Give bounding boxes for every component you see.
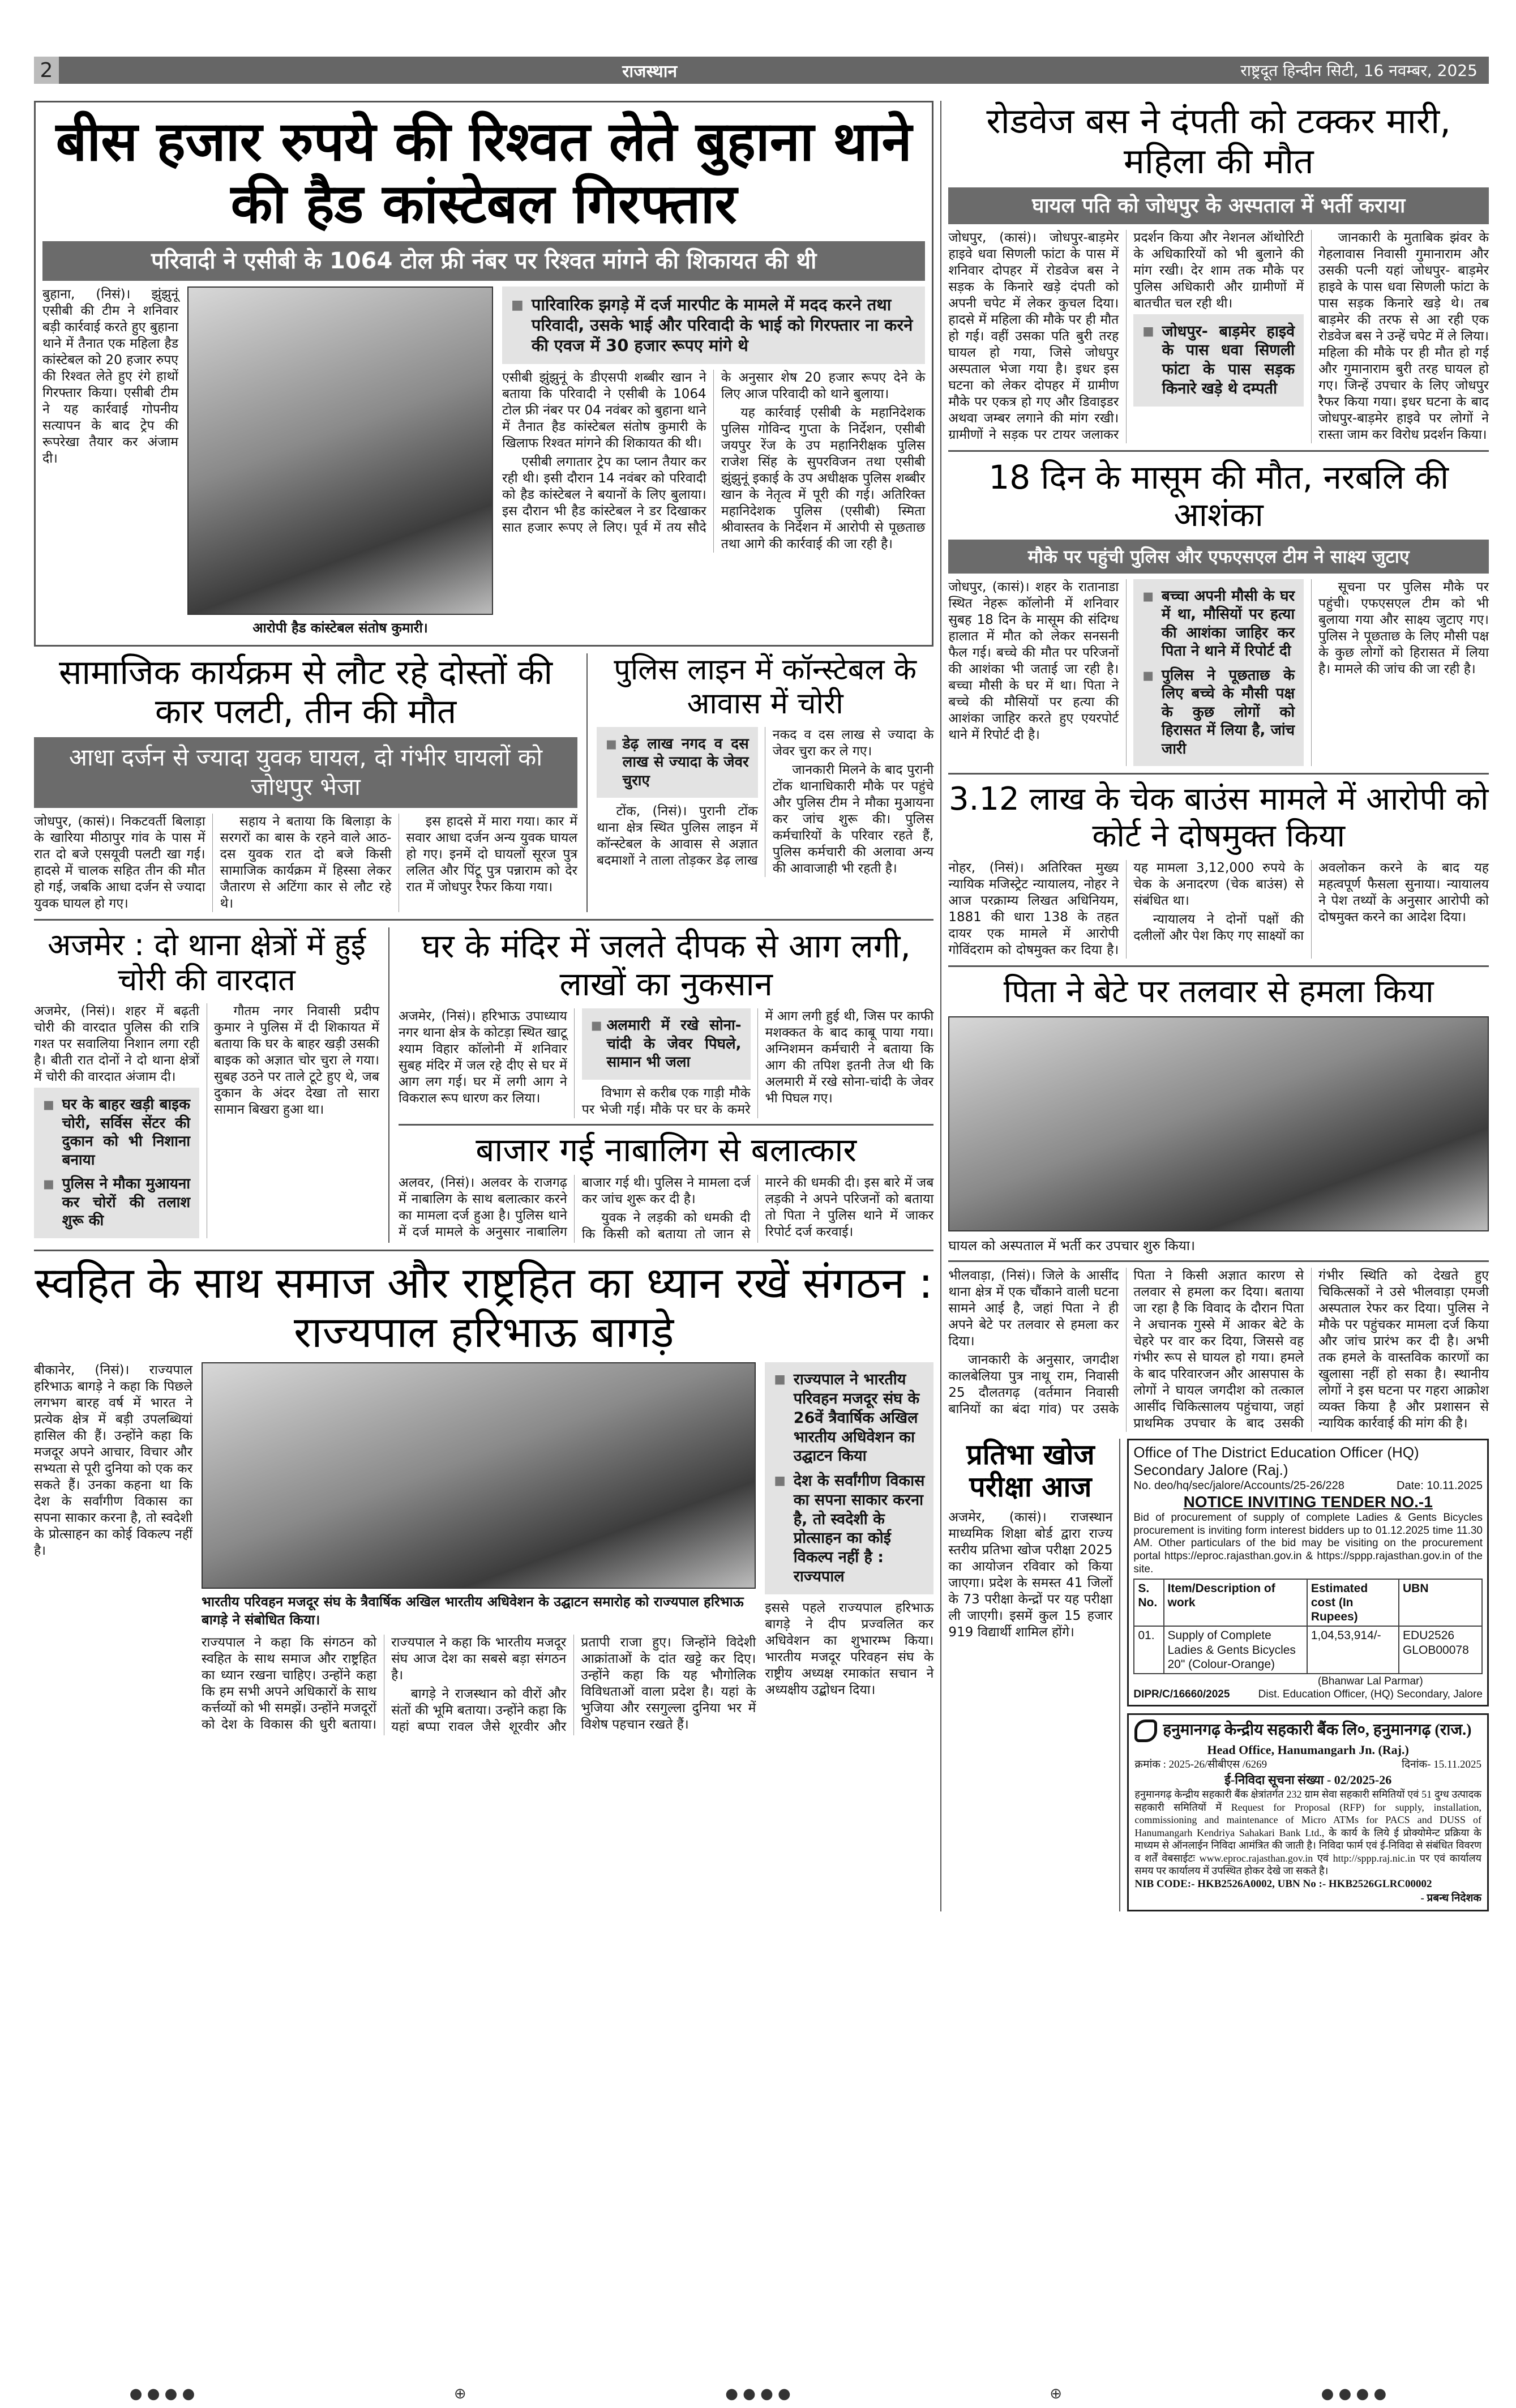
divider: [948, 965, 1489, 967]
bank-codes: NIB CODE:- HKB2526A0002, UBN No :- HKB2526GLRC00002: [1134, 1877, 1432, 1890]
pratibha-headline: प्रतिभा खोज परीक्षा आज: [966, 1438, 1095, 1504]
rajyapal-photo-caption: भारतीय परिवहन मजदूर संघ के त्रैवार्षिक अखिल भारतीय अधिवेशन के उद्घाटन समारोह को राज्यपाल हरिभाऊ बागड़े ने संबोधित किया।: [202, 1594, 744, 1628]
narbali-highlight: ■ बच्चा अपनी मौसी के घर में था, मौसियों पर हत्या की आशंका जाहिर कर पिता ने थाने में रिपोर्ट दी ■ पुलिस ने पूछताछ के लिए बच्चे के मौसी पक्ष के कुछ लोगों को हिरासत में लिया है, जांच जारी: [1133, 579, 1304, 767]
tender-dipr: DIPR/C/16660/2025: [1133, 1688, 1230, 1700]
top-story: [34, 101, 933, 647]
top-story-subhead: परिवादी ने एसीबी के 1064 टोल फ्री नंबर पर रिश्वत मांगने की शिकायत की थी: [42, 241, 925, 281]
divider: [34, 919, 933, 921]
tender-title: NOTICE INVITING TENDER NO.-1: [1183, 1493, 1433, 1511]
roadways-highlight: ■ जोधपुर- बाड़मेर हाइवे के पास धवा सिणली फांटा के पास सड़क किनारे खड़े थे दम्पती: [1133, 314, 1304, 407]
bank-date: दिनांक- 15.11.2025: [1402, 1759, 1481, 1771]
bullet-square-icon: ■: [1142, 668, 1154, 682]
police-line-body: ■ डेढ़ लाख नगद व दस लाख से ज्यादा के जेवर चुराए टोंक, (निसं)। पुरानी टोंक थाना क्षेत्र स्थित पुलिस लाइन में कॉन्स्टेबल के आवास से अज्ञात बदमाशों ने ताला तोड़कर डेढ़ लाख नकद व दस लाख से ज्यादा के जेवर चुरा कर ले गए। जानकारी मिलने के बाद पुरानी टोंक थानाधिकारी मौके पर पहुंचे और पुलिस टीम ने मौका मुआयना कर जांच शुरू की। पुलिस कर्मचारियों के परिवार रहते हैं, पुलिस कर्मचारी की अलावा अन्य की आवाजाही भी रहती है।: [597, 727, 934, 876]
bank-name: हनुमानगढ़ केन्द्रीय सहकारी बैंक लि०, हनुमानगढ़ (राज.): [1163, 1721, 1472, 1739]
bullet-square-icon: ■: [1142, 589, 1154, 603]
top-story-right: [502, 286, 925, 553]
rajyapal-headline: स्वहित के साथ समाज और राष्ट्रहित का ध्यान रखें संगठन : राज्यपाल हरिभाऊ बागड़े: [35, 1257, 933, 1357]
roadways-subhead: घायल पति को जोधपुर के अस्पताल में भर्ती कराया: [948, 187, 1489, 224]
rajyapal-body-col3: इससे पहले राज्यपाल हरिभाऊ बागड़े ने दीप प्रज्वलित कर अधिवेशन का शुभारम्भ किया। भारतीय मजदूर परिवहन संघ के राष्ट्रीय अध्यक्ष रमाकांत सचान ने अध्यक्षीय उद्बोधन दिया।: [765, 1600, 934, 1697]
car-body: जोधपुर, (कासं)। निकटवर्ती बिलाड़ा के खारिया मीठापुर गांव के पास में रात दो बजे एसयूवी पलटी खा गई। हादसे में चालक सहित तीन की मौत हो गई, जबकि आधा दर्जन से ज्यादा युवक घायल हो गए। सहाय ने बताया कि बिलाड़ा के सरगरों का बास के रहने वाले आठ-दस युवक रात दो बजे किसी सामाजिक कार्यक्रम में हिस्सा लेकर जैतारण से अटिंगा कार से लौट रहे थे। इस हादसे में मारा गया। कार में सवार आधा दर्जन अन्य युवक घायल हो गए। इनमें दो घायलों सूरज पुत्र ललित और पिंटू पुत्र पन्नाराम को देर रात में जोधपुर रैफर किया गया।: [34, 814, 577, 911]
cheque-headline: 3.12 लाख के चेक बाउंस मामले में आरोपी को कोर्ट ने दोषमुक्त किया: [949, 781, 1489, 854]
narbali-body: जोधपुर, (कासं)। शहर के रातानाडा स्थित नेहरू कॉलोनी में शनिवार सुबह 18 दिन के मासूम की संदिग्ध हालात में मौत को लेकर सनसनी फैल गई। बच्चे की मौत पर परिजनों की आशंका भी जताई जा रही है। बच्चा मौसी के घर में था। पिता ने बच्चे की मौसियों पर हत्या की आशंका जाहिर करते हुए एयरपोर्ट थाने में रिपोर्ट दी है। ■ बच्चा अपनी मौसी के घर में था, मौसियों पर हत्या की आशंका जाहिर कर पिता ने थाने में रिपोर्ट दी ■ पुलिस ने पूछताछ के लिए बच्चे के मौसी पक्ष के कुछ लोगों को हिरासत में लिया है, जांच जारी सूचना पर पुलिस मौके पर पहुंची। एफएसएल टीम को भी बुलाया गया और साक्ष्य जुटाए गए। पुलिस ने पूछताछ के लिए मौसी पक्ष के कुछ लोगों को हिरासत में लिया है। मामले की जांच की जा रही है।: [948, 579, 1489, 767]
accused-photo: [187, 286, 493, 615]
pita-story: [948, 974, 1489, 1432]
bullet-square-icon: ■: [43, 1177, 54, 1191]
tender-signatory: (Bhanwar Lal Parmar): [1317, 1675, 1423, 1687]
tender-office: Office of The District Education Officer (HQ) Secondary Jalore (Raj.): [1133, 1443, 1419, 1479]
rajyapal-right: [765, 1362, 933, 1700]
ads-column: [1127, 1439, 1489, 1911]
page-number: 2: [34, 57, 59, 84]
bullet-square-icon: ■: [1142, 324, 1154, 339]
divider: [940, 101, 941, 1911]
divider: [399, 1124, 933, 1126]
rajyapal-body-col1: बीकानेर, (निसं)। राज्यपाल हरिभाऊ बागड़े ने कहा कि पिछले लगभग बारह वर्ष में भारत ने प्रत्येक क्षेत्र में बड़ी उपलब्धियां हासिल की हैं। उन्होंने कहा कि मजदूर अपने आचार, विचार और सभ्यता से पूरी दुनिया को एक कर सकते हैं। उनका कहना था कि देश के सर्वांगीण विकास का सपना साकार करना है, तो स्वदेशी के प्रोत्साहन का कोई विकल्प नहीं है।: [34, 1363, 192, 1559]
ajmer-story: [34, 927, 379, 1238]
divider: [34, 1250, 933, 1251]
governor-event-photo: [202, 1362, 756, 1589]
nabalik-headline: बाजार गई नाबालिग से बलात्कार: [476, 1130, 857, 1169]
nabalik-body: अलवर, (निसं)। अलवर के राजगढ़ में नाबालिग के साथ बलात्कार करने का मामला दर्ज हुआ है। पुलिस थाने में दर्ज मामले के अनुसार नाबालिग बाजार गई थी। पुलिस ने मामला दर्ज कर जांच शुरू कर दी है। युवक ने लड़की को धमकी दी कि किसी को बताया तो जान से मारने की धमकी दी। इस बारे में जब लड़की ने अपने परिजनों को बताया तो पिता ने पुलिस थाने में जाकर रिपोर्ट दर्ज करवाई।: [399, 1175, 934, 1242]
injured-hospital-photo: [948, 1016, 1489, 1231]
top-story-headline: बीस हजार रुपये की रिश्वत लेते बुहाना थाने की हैड कांस्टेबल गिरफ्तार: [55, 110, 912, 236]
divider: [948, 450, 1489, 452]
bullet-square-icon: ■: [511, 297, 524, 313]
top-story-body-col1: बुहाना, (निसं)। झुंझुनूं एसीबी की टीम ने शनिवार बड़ी कार्रवाई करते हुए बुहाना थाने में तैनात एक महिला हैड कांस्टेबल को 20 हजार रुपए की रिश्वत लेते हुए रंगे हाथों गिरफ्तार किया। एसीबी टीम ने यह कार्रवाई गोपनीय सत्यापन के बाद ट्रेप की रूपरेखा तैयार कर अंजाम दी।: [42, 286, 178, 466]
bullet-square-icon: ■: [606, 737, 617, 751]
ajmer-headline: अजमेर : दो थाना क्षेत्रों में हुई चोरी की वारदात: [48, 926, 366, 998]
cheque-story: [948, 781, 1489, 959]
divider: [948, 773, 1489, 775]
divider: [948, 1260, 1489, 1262]
police-line-headline: पुलिस लाइन में कॉन्स्टेबल के आवास में चोरी: [614, 652, 917, 721]
car-story: [34, 653, 577, 912]
rajyapal-story: [34, 1258, 933, 1735]
bank-signatory: - प्रबन्ध निदेशक: [1420, 1892, 1481, 1904]
bank-logo-icon: [1134, 1720, 1157, 1742]
cheque-body: नोहर, (निसं)। अतिरिक्त मुख्य न्यायिक मजिस्ट्रेट न्यायालय, नोहर ने आज परक्राम्य लिखत अधिनियम, 1881 की धारा 138 के तहत दायर एक मामले में आरोपी गोविंदराम को दोषमुक्त कर दिया है। यह मामला 3,12,000 रुपये के चेक के अनादरण (चेक बाउंस) से संबंधित था। न्यायालय ने दोनों पक्षों की दलीलों और पेश किए गए साक्ष्यों का अवलोकन करने के बाद यह महत्वपूर्ण फैसला सुनाया। न्यायालय ने पेश तथ्यों के अनुसार आरोपी को दोषमुक्त करने का आदेश दिया।: [948, 861, 1489, 958]
narbali-subhead: मौके पर पहुंची पुलिस और एफएसएल टीम ने साक्ष्य जुटाए: [948, 540, 1489, 574]
rajyapal-center: [202, 1362, 756, 1735]
top-story-photo-block: [187, 286, 493, 637]
car-subhead: आधा दर्जन से ज्यादा युवक घायल, दो गंभीर घायलों को जोधपुर भेजा: [34, 737, 577, 808]
color-dots-icon: ● ● ● ●: [1321, 2385, 1387, 2402]
registration-mark-icon: ⊕: [1050, 2385, 1063, 2402]
section-title: राजस्थान: [622, 61, 678, 82]
police-line-highlight: ■ डेढ़ लाख नगद व दस लाख से ज्यादा के जेवर चुराए: [597, 727, 758, 798]
divider: [388, 927, 389, 1243]
bank-tender-ad: [1127, 1713, 1489, 1912]
roadways-headline: रोडवेज बस ने दंपती को टक्कर मारी, महिला की मौत: [986, 100, 1451, 182]
pratibha-ads-row: [948, 1439, 1489, 1911]
print-registration-footer: [0, 2384, 1516, 2404]
divider: [1119, 1439, 1120, 1911]
color-dots-icon: ● ● ● ●: [129, 2385, 195, 2402]
rajyapal-highlight: ■ राज्यपाल ने भारतीय परिवहन मजदूर संघ के 26वें त्रैवार्षिक अखिल भारतीय अधिवेशन का उद्घाटन किया ■ देश के सर्वांगीण विकास का सपना साकार करना है, तो स्वदेशी के प्रोत्साहन का कोई विकल्प नहीं है : राज्यपाल: [765, 1362, 933, 1594]
divider: [586, 653, 588, 912]
edition-date: राष्ट्रदूत हिन्दीन सिटी, 16 नवम्बर, 2025: [1240, 61, 1478, 80]
right-region: [948, 101, 1489, 1911]
pita-headline: पिता ने बेटे पर तलवार से हमला किया: [1003, 973, 1434, 1011]
color-dots-icon: ● ● ● ●: [725, 2385, 791, 2402]
top-story-highlight: ■ पारिवारिक झगड़े में दर्ज मारपीट के मामले में मदद करने तथा परिवादी, उसके भाई और परिवादी के भाई को गिरफ्तार ना करने की एवज में 30 हजार रूपए मांगे थे: [502, 286, 925, 364]
rajyapal-body-col2: राज्यपाल ने कहा कि संगठन को स्वहित के साथ समाज और राष्ट्रहित का ध्यान रखना चाहिए। उन्होंने कहा कि हम सभी अपने अधिकारों के साथ कर्त्तव्यों को भी समझें। उन्होंने मजदूरों को देश के विकास की धुरी बताया। राज्यपाल ने कहा कि भारतीय मजदूर संघ आज देश का सबसे बड़ा संगठन है। बागड़े ने राजस्थान को वीरों और संतों की भूमि बताया। उन्होंने कहा कि यहां बप्पा रावल जैसे शूरवीर और प्रतापी राजा हुए। जिन्होंने विदेशी आक्रांताओं के दांत खट्टे कर दिए। उन्होंने कहा कि यह भौगोलिक विविधताओं वाला प्रदेश है। यहां के भुजिया और रसगुल्ला दुनिया भर में विशेष पहचान रखते हैं।: [202, 1635, 756, 1734]
tender-designation: Dist. Education Officer, (HQ) Secondary, Jalore: [1258, 1688, 1483, 1700]
bank-head-office: Head Office, Hanumangarh Jn. (Raj.): [1207, 1742, 1409, 1757]
bullet-square-icon: ■: [43, 1098, 54, 1112]
narbali-story: [948, 459, 1489, 767]
tender-table: S. No. Item/Description of work Estimated cost (In Rupees) UBN 01. Supply of Complete Ladies & Gents Bicycles 20" (Colour-Orange) 1,04,53,914/- EDU2526 GLOB00078: [1133, 1579, 1483, 1674]
narbali-headline: 18 दिन के मासूम की मौत, नरबलि की आशंका: [988, 457, 1449, 534]
top-story-body-col2: एसीबी झुंझुनूं के डीएसपी शब्बीर खान ने बताया कि परिवादी ने एसीबी के 1064 टोल फ्री नंबर पर 04 नवंबर को बुहाना थाने में तैनात हैड कांस्टेबल संतोष कुमारी के खिलाफ रिश्वत मांगने की शिकायत की थी। एसीबी लगातार ट्रेप का प्लान तैयार कर रही थी। इसी दौरान 14 नवंबर को परिवादी को हैड कांस्टेबल ने बयानों के लिए बुलाया। इस दौरान भी हैड कांस्टेबल ने डर दिखाकर सात हजार रूपए ले लिए। पूर्व में तय सौदे के अनुसार शेष 20 हजार रूपए देने के लिए आज परिवादी को थाने बुलाया। यह कार्रवाई एसीबी के महानिदेशक पुलिस गोविन्द गुप्ता के निर्देशन, एसीबी जयपुर रेंज के उप महानिरीक्षक पुलिस राजेश सिंह के सुपरविजन तथा एसीबी झुंझुनूं इकाई के उप अधीक्षक पुलिस शब्बीर खान के नेतृत्व में पूरी की गई। अतिरिक्त महानिदेशक पुलिस (एसीबी) स्मिता श्रीवास्तव के निर्देशन में आरोपी से पूछताछ तथा आगे की कार्रवाई की जा रही है।: [502, 370, 926, 551]
ajmer-highlight: ■ घर के बाहर खड़ी बाइक चोरी, सर्विस सेंटर की दुकान को भी निशाना बनाया ■ पुलिस ने मौका मुआयना कर चोरों की तलाश शुरू की: [34, 1088, 199, 1238]
page-header-bar: [34, 57, 1489, 84]
roadways-body: जोधपुर, (कासं)। जोधपुर-बाड़मेर हाइवे धवा सिणली फांटा के पास में शनिवार दोपहर में रोडवेज बस ने सड़क के किनारे खड़े दंपती को अपनी चपेट में लेकर कुचल दिया। हादसे में महिला की मौके पर ही मौत हो गई। वहीं उसका पति बुरी तरह घायल हो गया, जिसे जोधपुर अस्पताल भेजा गया है। इधर इस घटना को लेकर दोपहर में ग्रामीण मौके पर एकत्र हो गए और डिवाइडर अथवा जम्बर लगाने की मांग रखी। ग्रामीणों ने सड़क पर टायर जलाकर प्रदर्शन किया और नेशनल ऑथोरिटी के अधिकारियों को भी बुलाने की मांग रखी। देर शाम तक मौके पर पुलिस अधिकारी और ग्रामीणों में बातचीत चल रही थी। ■ जोधपुर- बाड़मेर हाइवे के पास धवा सिणली फांटा के पास सड़क किनारे खड़े थे दम्पती जानकारी के मुताबिक झंवर के गेहलावास निवासी गुमानाराम और उसकी पत्नी यहां जोधपुर- बाड़मेर हाइवे के पास धवा सिणली फांटा के पास सड़क किनारे खड़े थे। तब बाड़मेर की तरफ से आ रही एक रोडवेज बस ने उन्हें चपेट में ले लिया। महिला की मौके पर ही मौत हो गई और गुमानाराम बुरी तरह घायल हो गए। जिन्हें उपचार के लिए जोधपुर रैफर किया गया। इधर घटना के बाद जोधपुर-बाड़मेर हाइवे पर लोगों ने रास्ता जाम कर विरोध प्रदर्शन किया।: [948, 230, 1489, 442]
pratibha-story: [948, 1439, 1112, 1643]
registration-mark-icon: ⊕: [453, 2385, 466, 2402]
car-headline: सामाजिक कार्यक्रम से लौट रहे दोस्तों की कार पलटी, तीन की मौत: [59, 652, 553, 732]
ajmer-body: अजमेर, (निसं)। शहर में बढ़ती चोरी की वारदात पुलिस की रात्रि गश्त पर सवालिया निशान लगा रही है। बीती रात दोनों ने दो थाना क्षेत्रों में चोरी की वारदात अंजाम दी। ■ घर के बाहर खड़ी बाइक चोरी, सर्विस सेंटर की दुकान को भी निशाना बनाया ■ पुलिस ने मौका मुआयना कर चोरों की तलाश शुरू की गौतम नगर निवासी प्रदीप कुमार ने पुलिस में दी शिकायत में बताया कि घर के बाहर खड़ी उसकी बाइक को अज्ञात चोर चुरा ले गया। सुबह उठने पर ताले टूटे हुए थे, जब दुकान के अंदर देखा तो सारा सामान बिखरा हुआ था।: [34, 1003, 379, 1238]
mandir-highlight: ■ अलमारी में रखे सोना-चांदी के जेवर पिघले, सामान भी जला: [582, 1008, 751, 1080]
mandir-body: अजमेर, (निसं)। हरिभाऊ उपाध्याय नगर थाना क्षेत्र के कोटड़ा स्थित खाटू श्याम विहार कॉलोनी में शनिवार सुबह मंदिर में जल रहे दीए से घर में आग लग गई। घर में लगी आग ने विकराल रूप धारण कर लिया। ■ अलमारी में रखे सोना-चांदी के जेवर पिघले, सामान भी जला विभाग से करीब एक गाड़ी मौके पर भेजी गई। मौके पर घर के कमरे में आग लगी हुई थी, जिस पर काफी मशक्कत के बाद काबू पाया गया। अग्निशमन कर्मचारी ने बताया कि आग की तपिश इतनी तेज थी कि अलमारी में रखे सोना-चांदी के जेवर भी पिघल गए।: [399, 1009, 934, 1117]
bullet-square-icon: ■: [590, 1019, 602, 1033]
tender-date: Date: 10.11.2025: [1397, 1479, 1483, 1492]
police-line-story: [597, 653, 933, 877]
bank-notice-no: ई-निविदा सूचना संख्या - 02/2025-26: [1224, 1772, 1392, 1787]
page-content: [34, 101, 1489, 1911]
mandir-nabalik-column: [399, 927, 933, 1243]
bank-ref-no: क्रमांक : 2025-26/सीबीएस /6269: [1134, 1759, 1267, 1771]
tender-ref-no: No. deo/hq/sec/jalore/Accounts/25-26/228: [1133, 1479, 1344, 1492]
ajmer-mandir-row: [34, 927, 933, 1243]
bank-notice-text: हनुमानगढ़ केन्द्रीय सहकारी बैंक क्षेत्रांतर्गत 232 ग्राम सेवा सहकारी समितियों एवं 51 दुग्ध उत्पादक सहकारी समितियों में Request for Proposal (RFP) for supply, installation, commissioning and maintenance of Micro ATMs for PACS and DUSS of Hanumangarh Kendriya Sahakari Bank Ltd., के कार्य के लिये ई प्रोक्योमेन्ट प्रक्रिया के माध्यम से ऑनलाईन निविदा आमंत्रित की जाती है। निविदा फार्म एवं ई-निविदा से संबंधित विवरण व शर्तें वेबसाईटः www.eproc.rajasthan.gov.in एवं http://sppp.raj.nic.in पर एवं कार्यालय समय पर कार्यालय में उपस्थित होकर देखे जा सकते है।: [1134, 1789, 1481, 1877]
roadways-story: [948, 101, 1489, 443]
car-police-row: [34, 653, 933, 912]
left-region: [34, 101, 933, 1735]
tender-notice: [1127, 1439, 1489, 1706]
top-story-photo-caption: आरोपी हैड कांस्टेबल संतोष कुमारी।: [252, 619, 428, 636]
mandir-headline: घर के मंदिर में जलते दीपक से आग लगी, लाखों का नुकसान: [421, 926, 911, 1003]
pita-photo-caption: घायल को अस्पताल में भर्ती कर उपचार शुरु किया।: [948, 1237, 1196, 1254]
bullet-square-icon: ■: [774, 1372, 786, 1387]
pratibha-body: अजमेर, (कासं)। राजस्थान माध्यमिक शिक्षा बोर्ड द्वारा राज्य स्तरीय प्रतिभा खोज परीक्षा 2025 का आयोजन रविवार को किया जाएगा। प्रदेश के समस्त 41 जिलों के 73 परीक्षा केन्द्रों पर यह परीक्षा ली जाएगी। इसमें कुल 15 हजार 919 विद्यार्थी शामिल होंगे।: [948, 1509, 1113, 1640]
pita-body: भीलवाड़ा, (निसं)। जिले के आसींद थाना क्षेत्र में एक चौंकाने वाली घटना सामने आई है, जहां पिता ने ही अपने बेटे पर तलवार से हमला कर दिया। जानकारी के अनुसार, जगदीश कालबेलिया पुत्र नाथू राम, निवासी 25 दौलतगढ़ (वर्तमान निवासी बानियों का बंदा गांव) पर उसके पिता ने किसी अज्ञात कारण से तलवार से हमला कर दिया। बताया जा रहा है कि विवाद के दौरान पिता ने अचानक गुस्से में आकर बेटे के चेहरे पर वार कर दिया, जिससे वह गंभीर रूप से घायल हो गया। हमले के बाद परिवारजन और आसपास के लोगों ने घायल जगदीश को तत्काल आसींद चिकित्सालय पहुंचाया, जहां प्राथमिक उपचार के बाद उसकी गंभीर स्थिति को देखते हुए चिकित्सकों ने उसे भीलवाड़ा एमजी अस्पताल रेफर कर दिया। पुलिस ने मौके पर पहुंचकर मामला दर्ज किया और जांच प्रारंभ कर दी है। अभी तक हमले के वास्तविक कारणों का खुलासा नहीं हो सका है। स्थानीय लोगों ने इस घटना पर गहरा आक्रोश व्यक्त किया है और प्रशासन से न्यायिक कार्रवाई की मांग की है।: [948, 1268, 1489, 1431]
table-row: 01. Supply of Complete Ladies & Gents Bicycles 20" (Colour-Orange) 1,04,53,914/- EDU2526 GLOB00078: [1134, 1626, 1482, 1674]
bullet-square-icon: ■: [774, 1474, 786, 1489]
tender-text: Bid of procurement of supply of complete Ladies & Gents Bicycles procurement is inviting form interest bidders up to 01.12.2025 time 11.30 AM. Other particulars of the bid may be visiting on the procurement portal https://eproc.rajasthan.gov.in & https://sppp.rajasthan.gov.in of the site.: [1133, 1511, 1483, 1575]
